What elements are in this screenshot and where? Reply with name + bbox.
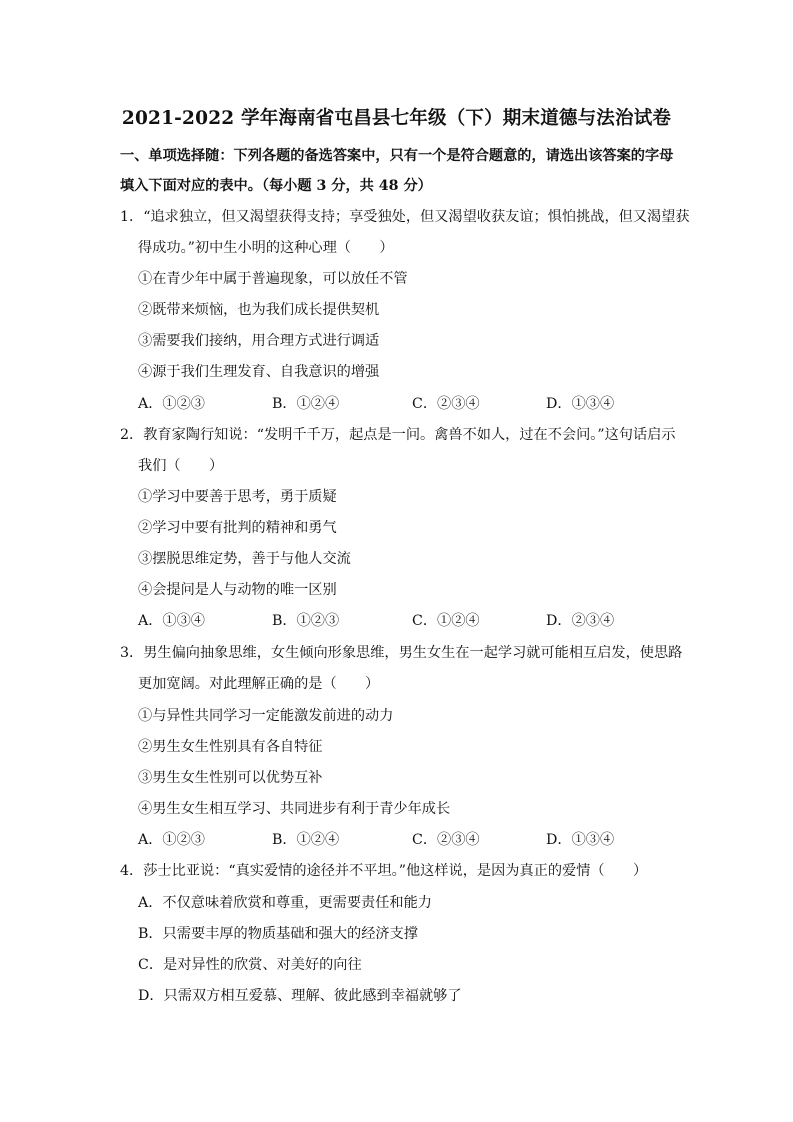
section-instruction-line-1: 一、单项选择随：下列各题的备选答案中，只有一个是符合题意的，请选出该答案的字母	[120, 148, 674, 164]
option-a: A．①②③	[138, 396, 205, 412]
question-item: ②既带来烦恼，也为我们成长提供契机	[138, 302, 380, 318]
question-item: ④源于我们生理发育、自我意识的增强	[138, 364, 380, 380]
question-item: ②学习中要有批判的精神和勇气	[138, 520, 337, 536]
question-stem-line: 3．男生偏向抽象思维，女生倾向形象思维，男生女生在一起学习就可能相互启发，使思路	[120, 645, 683, 661]
section-instruction-line-2: 填入下面对应的表中。（每小题 3 分，共 48 分）	[120, 178, 432, 194]
question-item: ③需要我们接纳，用合理方式进行调适	[138, 333, 380, 349]
option-d: D．①③④	[546, 832, 615, 848]
option-c: C．①②④	[412, 613, 480, 629]
question-stem-line: 2．教育家陶行知说：“发明千千万，起点是一问。禽兽不如人，过在不会问。”这句话启示	[120, 427, 676, 443]
option-a: A．①③④	[138, 613, 205, 629]
question-stem-line: 我们（ ）	[138, 458, 224, 474]
question-item: ①学习中要善于思考，勇于质疑	[138, 489, 337, 505]
question-item: ④男生女生相互学习、共同进步有利于青少年成长	[138, 801, 451, 817]
question-stem-line: 得成功。”初中生小明的这种心理（ ）	[138, 240, 394, 256]
option-b: B．①②④	[272, 832, 340, 848]
option-b: B．①②④	[272, 396, 340, 412]
option-d: D．②③④	[546, 613, 615, 629]
exam-title: 2021-2022 学年海南省屯昌县七年级（下）期末道德与法治试卷	[121, 108, 672, 129]
option-a: A．不仅意味着欣赏和尊重，更需要责任和能力	[138, 895, 432, 911]
option-a: A．①②③	[138, 832, 205, 848]
option-d: D．①③④	[546, 396, 615, 412]
question-stem-line: 4．莎士比亚说：“真实爱情的途径并不平坦。”他这样说，是因为真正的爱情（ ）	[120, 863, 648, 879]
option-b: B．只需要丰厚的物质基础和强大的经济支撑	[138, 926, 418, 942]
question-item: ④会提问是人与动物的唯一区别	[138, 582, 337, 598]
option-c: C．②③④	[412, 396, 480, 412]
question-item: ③摆脱思维定势，善于与他人交流	[138, 551, 351, 567]
question-item: ①在青少年中属于普遍现象，可以放任不管	[138, 271, 408, 287]
option-d: D．只需双方相互爱慕、理解、彼此感到幸福就够了	[138, 988, 462, 1004]
option-c: C．②③④	[412, 832, 480, 848]
question-stem-line: 1．“追求独立，但又渴望获得支持；享受独处，但又渴望收获友谊；惧怕挑战，但又渴望获	[120, 209, 690, 225]
question-stem-line: 更加宽阔。对此理解正确的是（ ）	[138, 676, 380, 692]
question-item: ③男生女生性别可以优势互补	[138, 770, 323, 786]
option-b: B．①②③	[272, 613, 340, 629]
question-item: ①与异性共同学习一定能激发前进的动力	[138, 708, 394, 724]
question-item: ②男生女生性别具有各自特征	[138, 739, 323, 755]
option-c: C．是对异性的欣赏、对美好的向往	[138, 957, 362, 973]
